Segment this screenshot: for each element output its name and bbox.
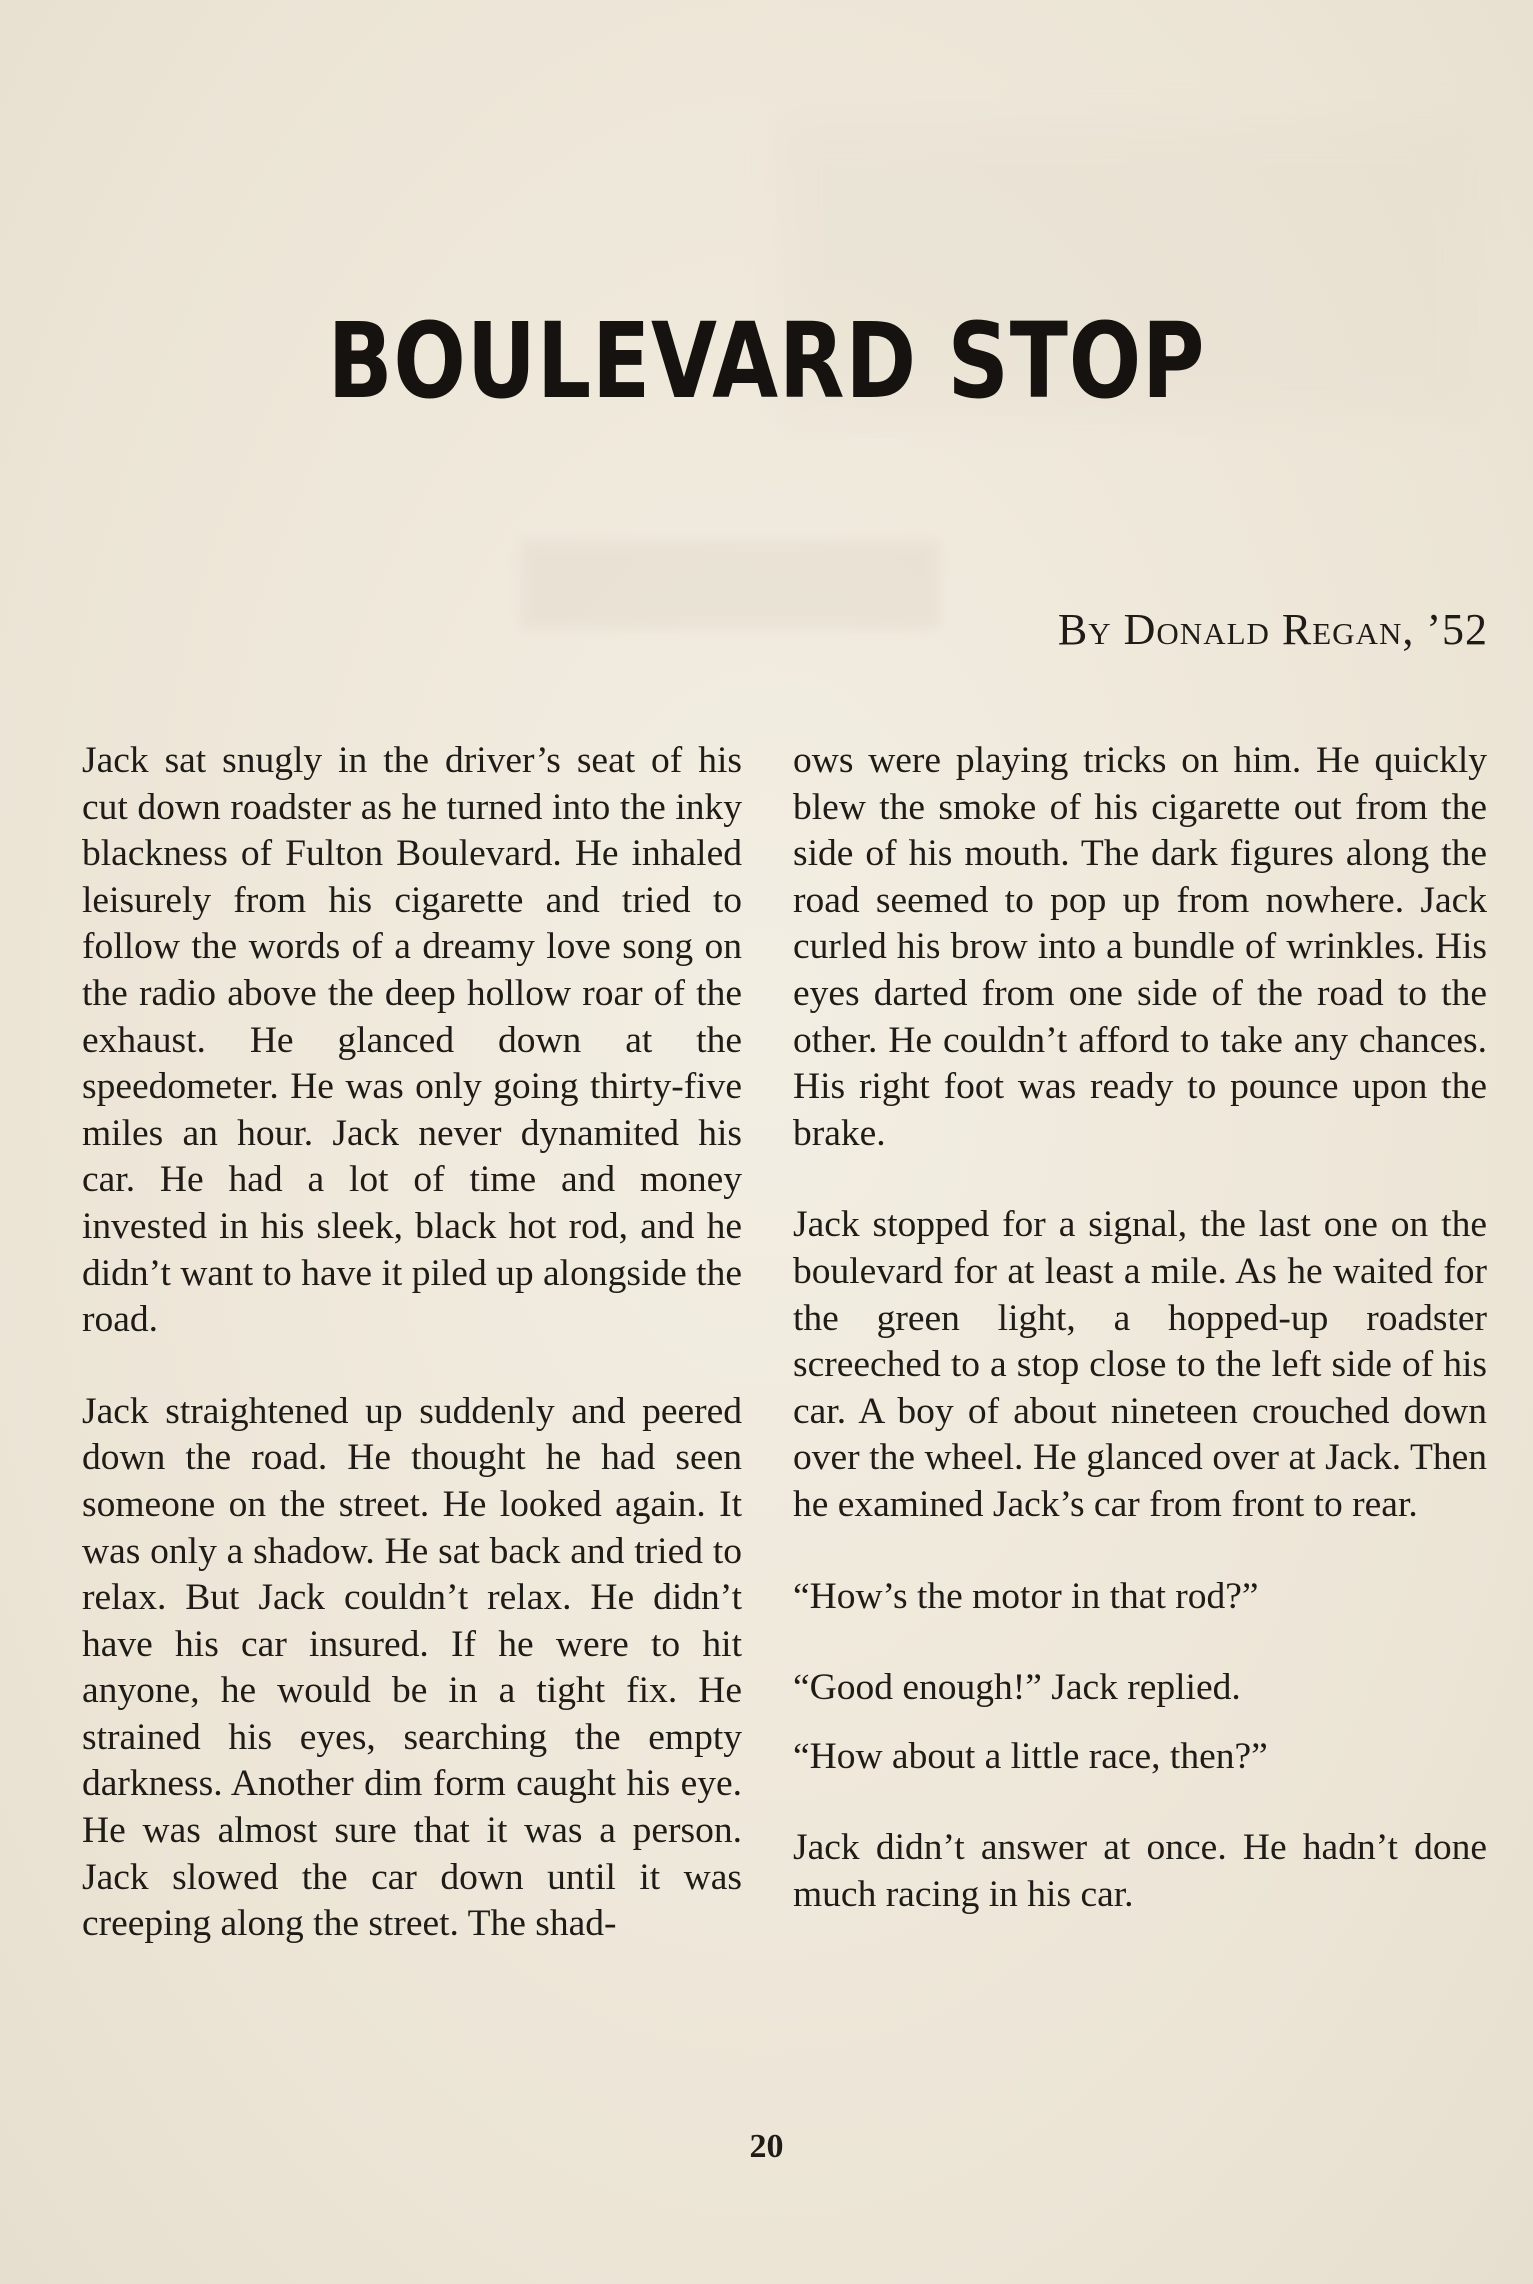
page-number: 20 — [749, 2128, 784, 2165]
dialogue-line: “Good enough!” Jack replied. — [793, 1667, 1241, 1709]
bleed-through-texture — [520, 540, 940, 630]
article-title: BOULEVARD STOP — [327, 300, 1206, 422]
paragraph: ows were playing tricks on him. He quickly blew the smoke of his cigarette out from the side of his mouth. The dark figures along the road seemed to pop up from nowhere. Jack curled his brow into a bundle of wrinkles. His eyes darted from one side of the road to the other. He couldn’t afford to take any chances. His right foot was ready to pounce upon the brake. — [793, 740, 1487, 1154]
dialogue-line: “How about a little race, then?” — [793, 1735, 1268, 1777]
dialogue-line: “How’s the motor in that rod?” — [793, 1575, 1259, 1617]
right-column — [793, 738, 1487, 1963]
paragraph: Jack straightened up suddenly and peered down the road. He thought he had seen someone on the street. He looked again. It was only a shadow. He sat back and tried to relax. But Jack couldn’t relax. He didn’t have his car insured. If he were to hit anyone, he would be in a tight fix. He strained his eyes, searching the empty darkness. Another dim form caught his eye. He was almost sure that it was a person. Jack slowed the car down until it was creeping along the street. The shad- — [82, 1390, 742, 1945]
left-column — [82, 738, 742, 1993]
article-byline: By Donald Regan, ’52 — [1057, 605, 1488, 654]
paragraph: Jack stopped for a signal, the last one on the boulevard for at least a mile. As he waited for the green light, a hopped-up roadster screeched to a stop close to the left side of his car. A boy of about nineteen crouched down over the wheel. He glanced over at Jack. Then he examined Jack’s car from front to rear. — [793, 1204, 1487, 1525]
paragraph: Jack didn’t answer at once. He hadn’t done much racing in his car. — [793, 1827, 1487, 1915]
paragraph: Jack sat snugly in the driver’s seat of his cut down roadster as he turned into the inky blackness of Fulton Boulevard. He inhaled leisurely from his cigarette and tried to follow the words of a dreamy love song on the radio above the deep hollow roar of the exhaust. He glanced down at the speedometer. He was only going thirty-five miles an hour. Jack never dynamited his car. He had a lot of time and money invested in his sleek, black hot rod, and he didn’t want to have it piled up alongside the road. — [82, 740, 742, 1341]
